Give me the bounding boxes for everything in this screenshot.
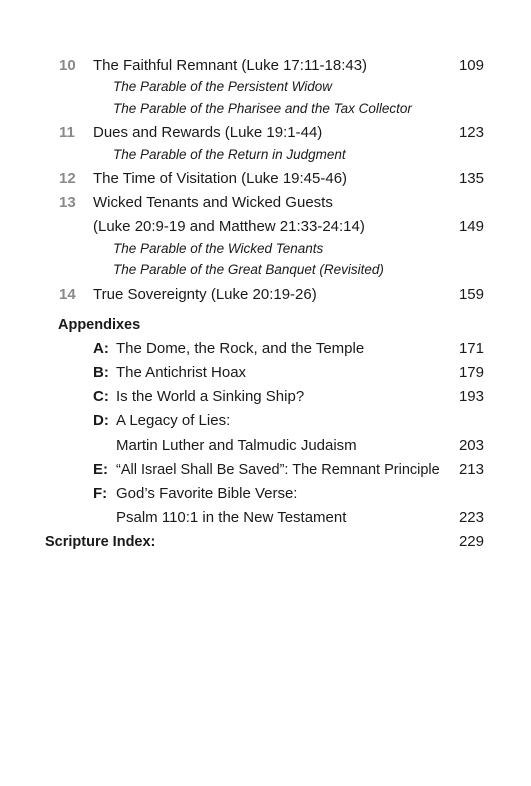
appendixes-heading: Appendixes (58, 317, 141, 333)
chapter-title: The Faithful Remnant (Luke 17:11-18:43) (93, 57, 368, 74)
toc-entry-chapter-12[interactable] (0, 168, 531, 190)
toc-entry-appendix-f[interactable] (0, 483, 531, 505)
appendix-title: God’s Favorite Bible Verse: (116, 485, 298, 502)
chapter-number: 14 (59, 286, 76, 303)
toc-subentry (0, 76, 531, 98)
chapter-title: The Time of Visitation (Luke 19:45-46) (93, 170, 348, 187)
page-number: 179 (458, 364, 484, 381)
appendix-letter: D: (93, 412, 109, 429)
appendix-title: The Antichrist Hoax (116, 364, 247, 381)
parable-title: The Parable of the Wicked Tenants (113, 241, 324, 256)
toc-entry-scripture-index[interactable] (0, 531, 531, 553)
appendixes-section (0, 314, 531, 336)
page-number: 123 (458, 124, 484, 141)
toc-entry-appendix-a[interactable] (0, 338, 531, 360)
parable-title: The Parable of the Pharisee and the Tax Collector (113, 101, 412, 116)
toc-entry-chapter-14[interactable] (0, 284, 531, 306)
parable-title: The Parable of the Great Banquet (Revisited) (113, 262, 384, 277)
chapter-title: Wicked Tenants and Wicked Guests (93, 194, 333, 211)
page-number: 149 (458, 218, 484, 235)
toc-entry-appendix-f-continued[interactable] (0, 507, 531, 529)
parable-title: The Parable of the Return in Judgment (113, 147, 346, 162)
scripture-index-label: Scripture Index: (45, 534, 156, 550)
toc-entry-appendix-e[interactable] (0, 459, 531, 481)
page-number: 193 (458, 388, 484, 405)
appendix-letter: B: (93, 364, 109, 381)
chapter-number: 10 (59, 57, 76, 74)
toc-subentry (0, 144, 531, 166)
appendix-title-continued: Martin Luther and Talmudic Judaism (116, 437, 357, 454)
page-number: 229 (458, 533, 484, 550)
appendix-title: A Legacy of Lies: (116, 412, 231, 429)
appendix-letter: C: (93, 388, 109, 405)
appendix-title: “All Israel Shall Be Saved”: The Remnant Principle (116, 462, 440, 478)
chapter-number: 13 (59, 194, 76, 211)
toc-entry-appendix-d-continued[interactable] (0, 435, 531, 457)
chapter-number: 11 (59, 124, 75, 141)
appendix-title: Is the World a Sinking Ship? (116, 388, 305, 405)
chapter-title-continued: (Luke 20:9-19 and Matthew 21:33-24:14) (93, 218, 365, 235)
parable-title: The Parable of the Persistent Widow (113, 79, 332, 94)
toc-entry-chapter-13-continued[interactable] (0, 216, 531, 238)
page-number: 109 (458, 57, 484, 74)
toc-entry-chapter-13[interactable] (0, 192, 531, 214)
chapter-number: 12 (59, 170, 76, 187)
appendix-letter: A: (93, 340, 109, 357)
page-number: 203 (458, 437, 484, 454)
toc-entry-appendix-b[interactable] (0, 362, 531, 384)
page-number: 171 (458, 340, 484, 357)
toc-entry-appendix-d[interactable] (0, 410, 531, 432)
page-number: 213 (458, 461, 484, 478)
toc-entry-chapter-11[interactable] (0, 122, 531, 144)
appendix-title: The Dome, the Rock, and the Temple (116, 340, 365, 357)
toc-subentry (0, 238, 531, 260)
appendix-title-continued: Psalm 110:1 in the New Testament (116, 509, 347, 526)
toc-subentry (0, 98, 531, 120)
page-number: 159 (458, 286, 484, 303)
appendix-letter: E: (93, 461, 108, 478)
toc-entry-chapter-10[interactable] (0, 55, 531, 77)
toc-entry-appendix-c[interactable] (0, 386, 531, 408)
chapter-title: Dues and Rewards (Luke 19:1-44) (93, 124, 323, 141)
toc-subentry (0, 259, 531, 281)
page-number: 135 (458, 170, 484, 187)
chapter-title: True Sovereignty (Luke 20:19-26) (93, 286, 317, 303)
page-number: 223 (458, 509, 484, 526)
appendix-letter: F: (93, 485, 108, 502)
